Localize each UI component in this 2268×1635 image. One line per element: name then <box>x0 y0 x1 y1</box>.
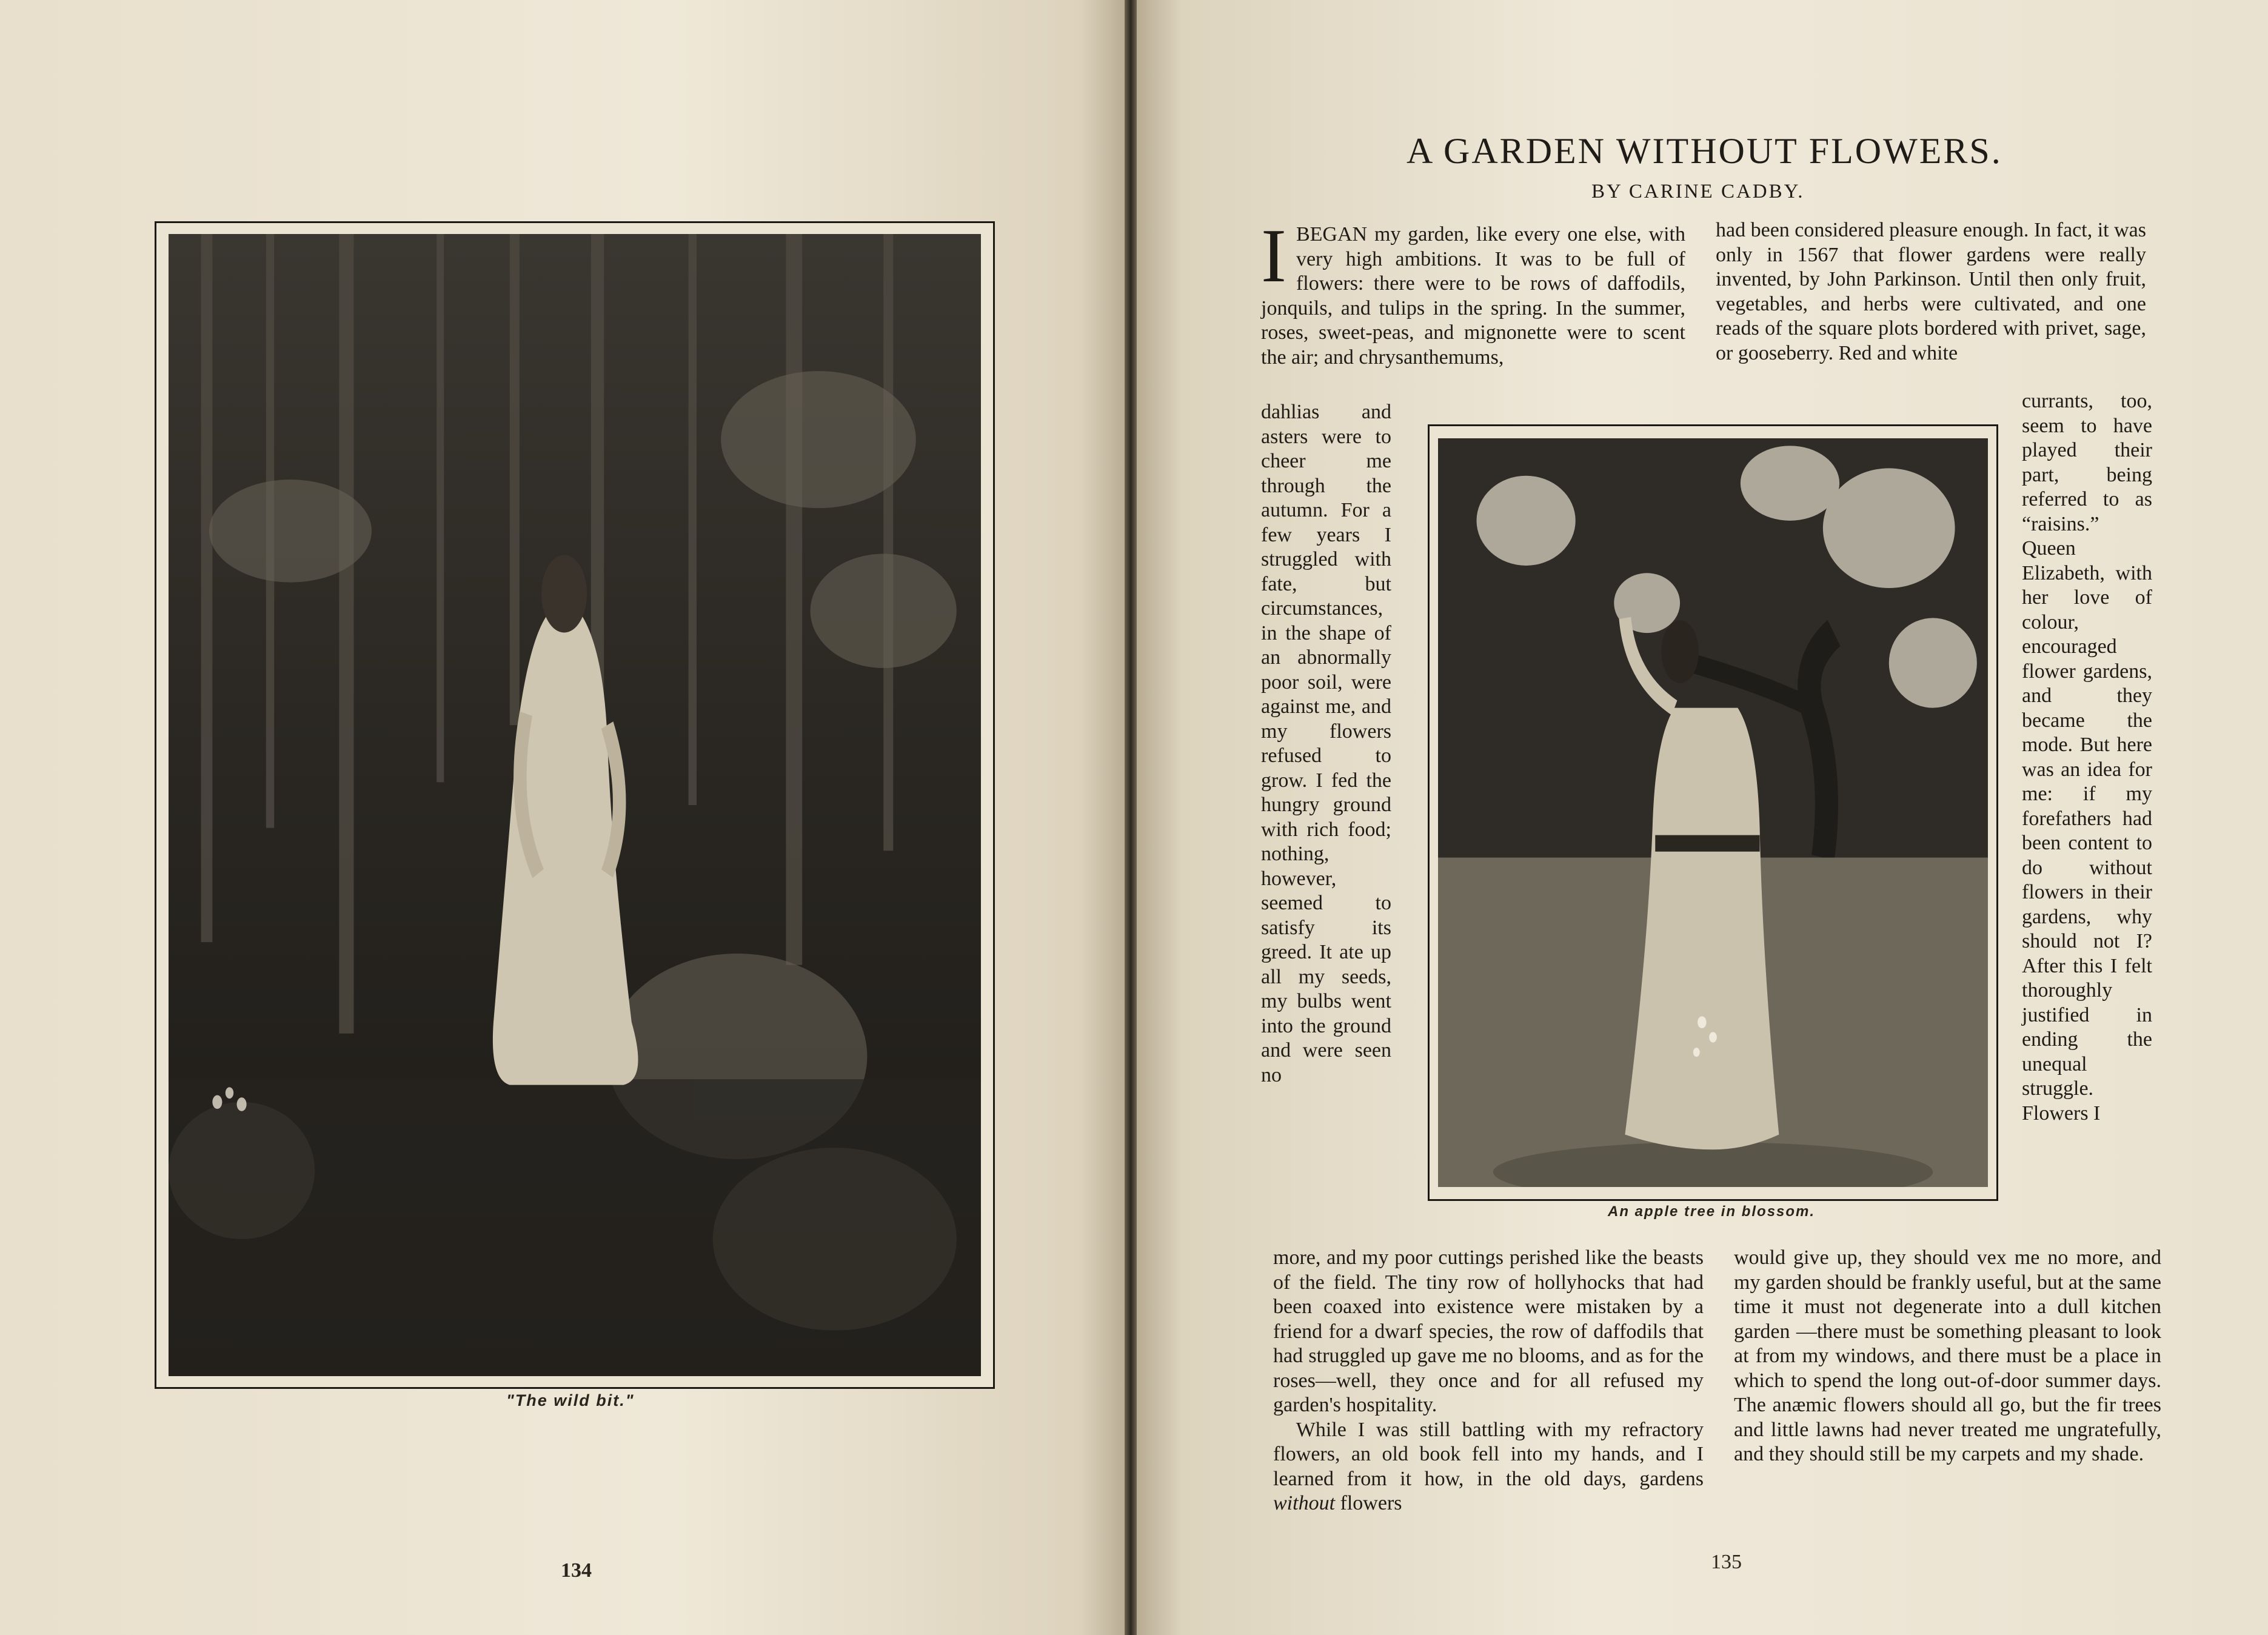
page-number-left: 134 <box>561 1559 592 1582</box>
col1-bottom-para2: While I was still battling with my refractory flowers, an old book fell into my hands, and I learned from it how, in the old days, gardens <box>1273 1418 1704 1490</box>
col1-intro-text: BEGAN my garden, like every one else, with very high ambitions. It was to be full of flowers: there were to be rows of daffodils, jonquils, and tulips in the spring. In the summer, roses, sweet-peas, and mignonette were to scent the air; and chrysanthemums, <box>1261 223 1685 369</box>
apple-tree-photo <box>1438 438 1988 1187</box>
apple-tree-caption: An apple tree in blossom. <box>1608 1203 1816 1220</box>
col2-bottom-text: would give up, they should vex me no more, and my garden should be frankly useful, but at the same time it must not degenerate into a dull kitchen garden —there must be something pleasant to look at from my windows, and there must be a place in which to spend the long out-of-door summer days. The anæmic flowers should all go, but the fir trees and little lawns had never treated me ungratefully, and they should still be my carpets and my shade. <box>1734 1246 2161 1465</box>
col1-bottom-text <box>1273 1246 1704 1516</box>
article-byline: BY CARINE CADBY. <box>1591 181 1805 202</box>
col1-narrow-text: dahlias and asters were to cheer me through the autumn. For a few years I struggled with fate, but circumstances, in the shape of an abnormally poor soil, were against me, and my flowers refused to grow. I fed the hungry ground with rich food; nothing, however, seemed to satisfy its greed. It ate up all my seeds, my bulbs went into the ground and were seen no <box>1261 401 1391 1086</box>
col1-intro <box>1261 214 1685 370</box>
col1-emphasis-word: without <box>1273 1492 1336 1514</box>
col1-bottom-para2-end: flowers <box>1340 1492 1402 1514</box>
woodland-woman-illustration <box>169 234 981 1376</box>
wild-bit-photo <box>169 234 981 1376</box>
drop-cap: I <box>1261 214 1286 298</box>
col2-top-text: had been considered pleasure enough. In fact, it was only in 1567 that flower gardens were really invented, by John Parkinson. Until then only fruit, vegetables, and herbs were cultivated, and one reads of the square plots bordered with privet, sage, or gooseberry. Red and white <box>1716 219 2146 364</box>
apple-tree-woman-illustration <box>1438 438 1988 1187</box>
col2-narrow-text: currants, too, seem to have played their part, being referred to as “raisins.” Queen Elizabeth, with her love of colour, encouraged flower gardens, and they became the mode. But here was an idea for me: if my forefathers had been content to do without flowers in their gardens, why should not I? After this I felt thoroughly justified in ending the unequal struggle. Flowers I <box>2022 390 2152 1125</box>
apple-tree-photo-frame <box>1428 424 1998 1201</box>
wild-bit-photo-frame <box>155 221 995 1389</box>
left-page <box>0 0 1125 1635</box>
book-gutter <box>1125 0 1137 1635</box>
page-number-right: 135 <box>1711 1551 1742 1573</box>
article-title: A GARDEN WITHOUT FLOWERS. <box>1407 131 2002 171</box>
col1-bottom-para1: more, and my poor cuttings perished like the beasts of the field. The tiny row of hollyhocks that had been coaxed into existence were mistaken by a friend for a dwarf species, the row of daffodils that had struggled up gave me no blooms, and as for the roses—well, they once and for all refused my garden's hospitality. <box>1273 1246 1704 1416</box>
wild-bit-caption: "The wild bit." <box>506 1391 635 1409</box>
